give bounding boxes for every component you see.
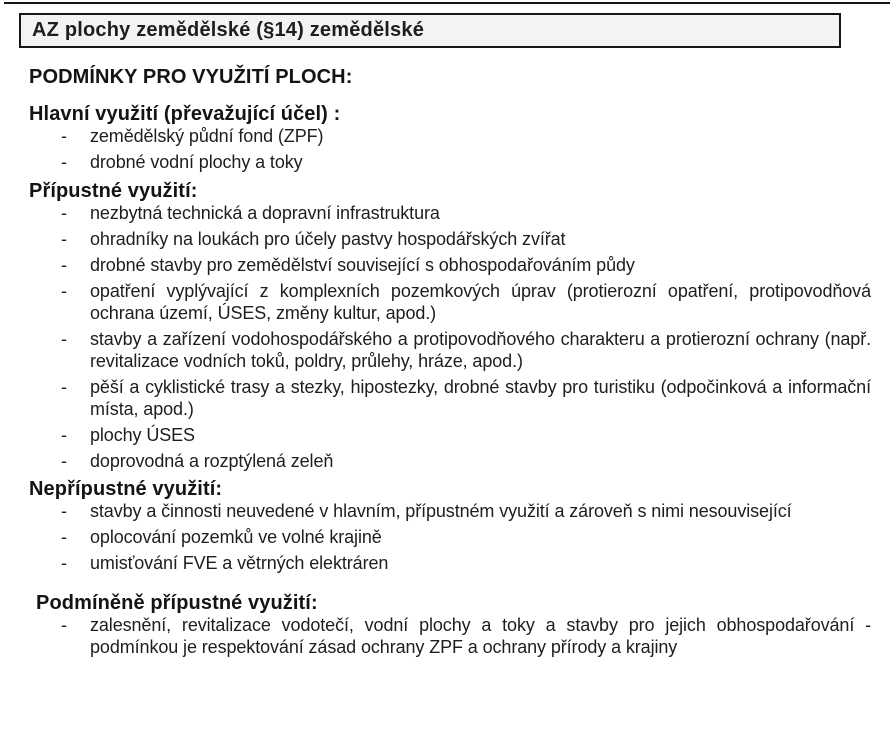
list-item-text: opatření vyplývající z komplexních pozemkových úprav (protierozní opatření, protipovodňová ochrana území, ÚSES, změny kultur, apod.) [90, 281, 871, 323]
bullet-dash: - [61, 255, 67, 275]
bullet-dash: - [61, 229, 67, 249]
bullet-dash: - [61, 553, 67, 573]
list-item-text: drobné vodní plochy a toky [90, 152, 303, 172]
bullet-list-nepripustne-vyuziti [29, 500, 871, 574]
section-title: AZ plochy zemědělské (§14) zemědělské [32, 19, 425, 41]
bullet-dash: - [61, 501, 67, 521]
section-heading-nepripustne-vyuziti: Nepřípustné využití: [29, 478, 223, 500]
list-item [29, 376, 871, 420]
list-item [29, 424, 871, 446]
bullet-dash: - [61, 203, 67, 223]
list-item-text: zemědělský půdní fond (ZPF) [90, 126, 324, 146]
section-title-box [19, 13, 841, 48]
list-item [29, 125, 871, 147]
document-content [0, 66, 893, 658]
list-item [29, 450, 871, 472]
list-item [29, 500, 871, 522]
bullet-dash: - [61, 152, 67, 172]
top-rule [4, 2, 890, 4]
list-item-text: plochy ÚSES [90, 425, 195, 445]
bullet-list-pripustne-vyuziti [29, 202, 871, 472]
list-item [29, 254, 871, 276]
bullet-dash: - [61, 425, 67, 445]
list-item [29, 151, 871, 173]
list-item-text: oplocování pozemků ve volné krajině [90, 527, 382, 547]
section-heading-pripustne-vyuziti: Přípustné využití: [29, 180, 198, 202]
list-item-text: ohradníky na loukách pro účely pastvy hospodářských zvířat [90, 229, 566, 249]
bullet-list-hlavni-vyuziti [29, 125, 871, 173]
bullet-dash: - [61, 451, 67, 471]
list-item [29, 328, 871, 372]
bullet-dash: - [61, 615, 67, 635]
section-heading-podminene-pripustne-vyuziti: Podmíněně přípustné využití: [36, 592, 318, 614]
bullet-dash: - [61, 527, 67, 547]
bullet-list-podminene-pripustne-vyuziti [29, 614, 871, 658]
bullet-dash: - [61, 281, 67, 301]
list-item [29, 614, 871, 658]
list-item-text: stavby a činnosti neuvedené v hlavním, přípustném využití a zároveň s nimi nesouvisející [90, 501, 792, 521]
list-item [29, 280, 871, 324]
list-item-text: pěší a cyklistické trasy a stezky, hipostezky, drobné stavby pro turistiku (odpočinková a informační místa, apod.) [90, 377, 871, 419]
conditions-heading: PODMÍNKY PRO VYUŽITÍ PLOCH: [29, 66, 353, 88]
list-item-text: zalesnění, revitalizace vodotečí, vodní plochy a toky a stavby pro jejich obhospodařování - podmínkou je respektování zásad ochrany ZPF a ochrany přírody a krajiny [90, 615, 871, 657]
list-item [29, 202, 871, 224]
list-item [29, 526, 871, 548]
list-item-text: nezbytná technická a dopravní infrastruktura [90, 203, 440, 223]
list-item-text: stavby a zařízení vodohospodářského a protipovodňového charakteru a protierozní ochrany (např. revitalizace vodních toků, poldry, průlehy, hráze, apod.) [90, 329, 871, 371]
list-item [29, 228, 871, 250]
bullet-dash: - [61, 126, 67, 146]
list-item-text: doprovodná a rozptýlená zeleň [90, 451, 334, 471]
list-item-text: drobné stavby pro zemědělství související s obhospodařováním půdy [90, 255, 635, 275]
bullet-dash: - [61, 377, 67, 397]
list-item [29, 552, 871, 574]
list-item-text: umisťování FVE a větrných elektráren [90, 553, 389, 573]
section-heading-hlavni-vyuziti: Hlavní využití (převažující účel) : [29, 103, 341, 125]
bullet-dash: - [61, 329, 67, 349]
